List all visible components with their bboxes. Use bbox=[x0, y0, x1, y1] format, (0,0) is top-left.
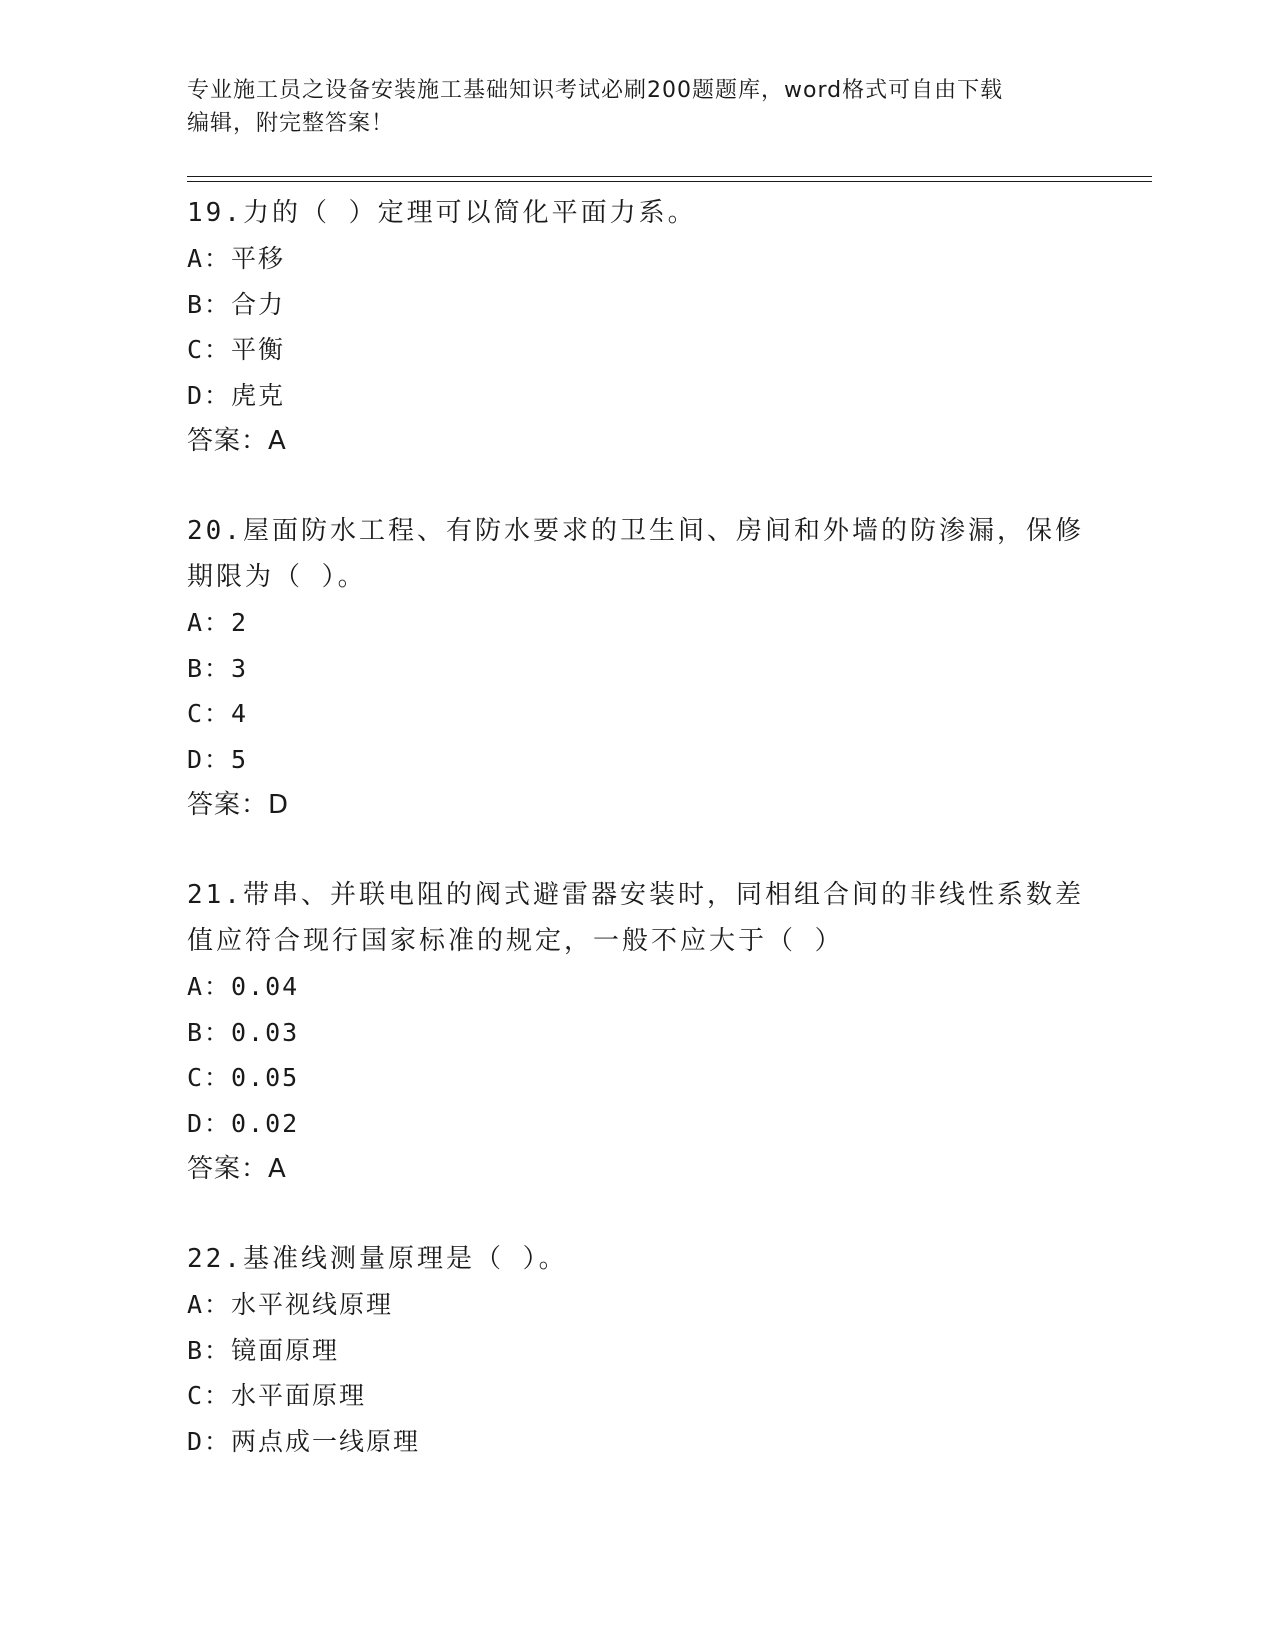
question-stem-line-1: 20.屋面防水工程、有防水要求的卫生间、房间和外墙的防渗漏，保修 bbox=[187, 516, 1084, 546]
option-a bbox=[187, 1282, 1087, 1328]
option-key: C： bbox=[187, 699, 232, 728]
option-key: D： bbox=[187, 1426, 232, 1456]
option-a bbox=[187, 236, 1087, 282]
document-header bbox=[187, 74, 1067, 140]
option-text: 0.03 bbox=[231, 1017, 300, 1047]
answer-line: 答案：A bbox=[187, 1154, 287, 1184]
question-21 bbox=[187, 872, 1087, 1192]
option-text: 0.04 bbox=[231, 972, 300, 1001]
option-key: A： bbox=[187, 244, 232, 273]
option-text: 合力 bbox=[231, 289, 286, 319]
header-line-2: 编辑，附完整答案！ bbox=[187, 111, 395, 136]
option-key: B： bbox=[187, 1017, 232, 1047]
option-key: B： bbox=[187, 289, 232, 319]
question-stem: 19.力的（ ）定理可以简化平面力系。 bbox=[187, 198, 697, 228]
option-text: 0.05 bbox=[231, 1063, 300, 1092]
option-key: D： bbox=[187, 380, 232, 410]
option-text: 虎克 bbox=[231, 380, 286, 410]
question-stem-line-2: 值应符合现行国家标准的规定，一般不应大于（ ） bbox=[187, 926, 844, 956]
option-text: 0.02 bbox=[231, 1108, 300, 1138]
option-c bbox=[187, 1373, 1087, 1419]
option-key: B： bbox=[187, 653, 232, 683]
option-d bbox=[187, 1419, 1087, 1465]
option-key: D： bbox=[187, 744, 232, 774]
option-d bbox=[187, 373, 1087, 419]
answer-line: 答案：D bbox=[187, 790, 290, 820]
option-text: 平移 bbox=[231, 244, 286, 273]
option-key: C： bbox=[187, 1381, 232, 1410]
option-a bbox=[187, 600, 1087, 646]
option-b bbox=[187, 646, 1087, 692]
option-key: A： bbox=[187, 608, 232, 637]
option-c bbox=[187, 1055, 1087, 1101]
option-key: A： bbox=[187, 972, 232, 1001]
option-key: C： bbox=[187, 335, 232, 364]
option-key: A： bbox=[187, 1290, 232, 1319]
option-text: 2 bbox=[231, 608, 249, 637]
option-text: 水平视线原理 bbox=[231, 1290, 394, 1319]
question-list bbox=[187, 190, 1087, 1508]
question-stem-line-1: 21.带串、并联电阻的阀式避雷器安装时，同相组合间的非线性系数差 bbox=[187, 880, 1084, 910]
question-19 bbox=[187, 190, 1087, 464]
question-22 bbox=[187, 1236, 1087, 1464]
option-text: 4 bbox=[231, 699, 249, 728]
option-c bbox=[187, 327, 1087, 373]
option-text: 5 bbox=[231, 744, 249, 774]
question-stem: 22.基准线测量原理是（ ）。 bbox=[187, 1244, 568, 1274]
option-text: 平衡 bbox=[231, 335, 286, 364]
option-text: 3 bbox=[231, 653, 249, 683]
question-stem-line-2: 期限为（ ）。 bbox=[187, 562, 367, 592]
question-20 bbox=[187, 508, 1087, 828]
header-rule-top bbox=[187, 176, 1152, 177]
option-d bbox=[187, 737, 1087, 783]
option-text: 镜面原理 bbox=[231, 1335, 340, 1365]
option-text: 水平面原理 bbox=[231, 1381, 367, 1410]
option-text: 两点成一线原理 bbox=[231, 1426, 421, 1456]
option-c bbox=[187, 691, 1087, 737]
header-rule-bottom bbox=[187, 181, 1152, 182]
option-b bbox=[187, 1010, 1087, 1056]
option-b bbox=[187, 282, 1087, 328]
option-key: B： bbox=[187, 1335, 232, 1365]
option-a bbox=[187, 964, 1087, 1010]
header-line-1: 专业施工员之设备安装施工基础知识考试必刷200题题库，word格式可自由下载 bbox=[187, 78, 1004, 103]
option-key: D： bbox=[187, 1108, 232, 1138]
answer-line: 答案：A bbox=[187, 426, 287, 456]
option-key: C： bbox=[187, 1063, 232, 1092]
option-d bbox=[187, 1101, 1087, 1147]
option-b bbox=[187, 1328, 1087, 1374]
